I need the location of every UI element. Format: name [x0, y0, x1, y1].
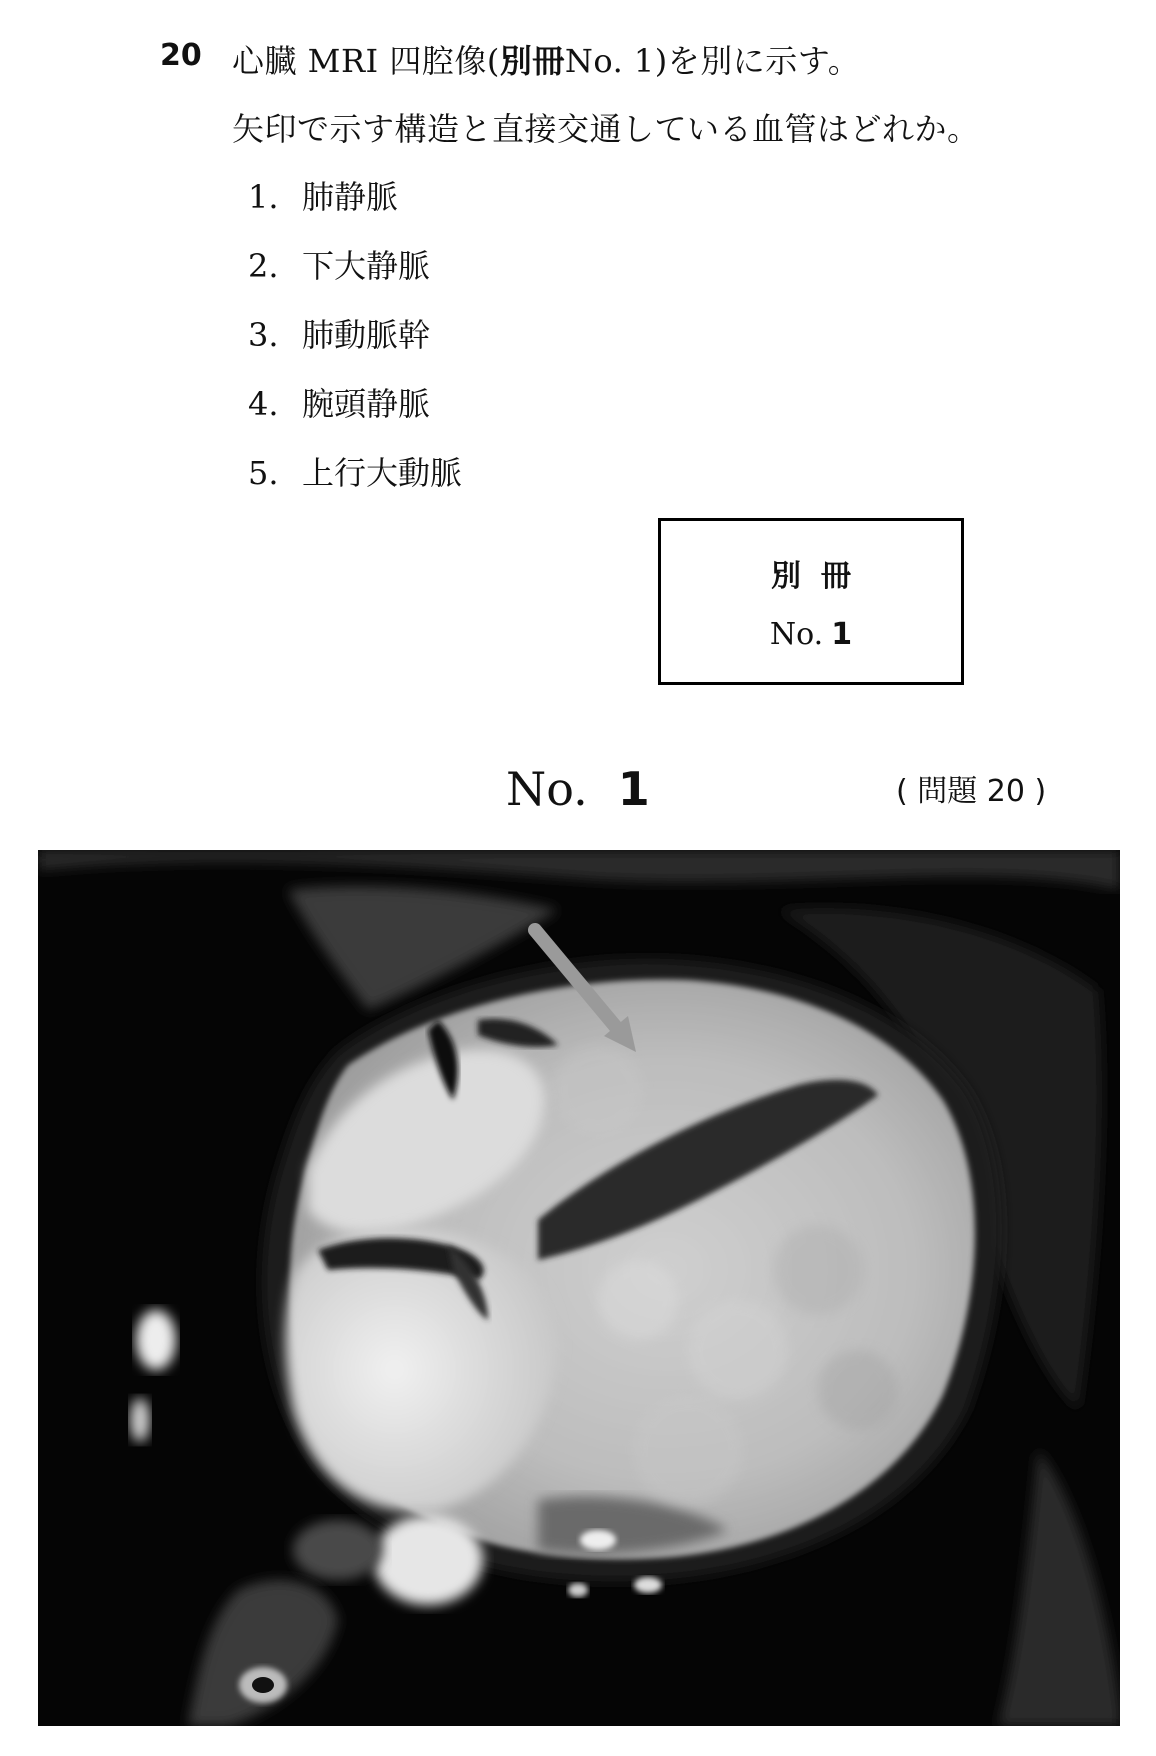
- mri-four-chamber-image: [38, 850, 1120, 1726]
- bessatsu-title: 別冊: [771, 559, 871, 594]
- option-1[interactable]: 1. 肺静脈: [248, 178, 399, 216]
- mri-illustration: [38, 850, 1120, 1726]
- bessatsu-reference-box: [658, 518, 964, 685]
- answer-options: [248, 172, 462, 517]
- figure-reference: ( 問題 20 ): [896, 774, 1047, 809]
- option-4[interactable]: 4. 腕頭静脈: [248, 385, 431, 423]
- bessatsu-number: No. 1: [769, 617, 853, 652]
- option-5[interactable]: 5. 上行大動脈: [248, 454, 463, 492]
- figure-label: No. 1: [506, 762, 650, 816]
- question-stem-line1: 心臓 MRI 四腔像(別冊No. 1)を別に示す。: [232, 42, 861, 80]
- question-number: 20: [160, 38, 202, 73]
- option-3[interactable]: 3. 肺動脈幹: [248, 316, 431, 354]
- option-2[interactable]: 2. 下大静脈: [248, 247, 431, 285]
- question-stem-line2: 矢印で示す構造と直接交通している血管はどれか。: [232, 110, 980, 148]
